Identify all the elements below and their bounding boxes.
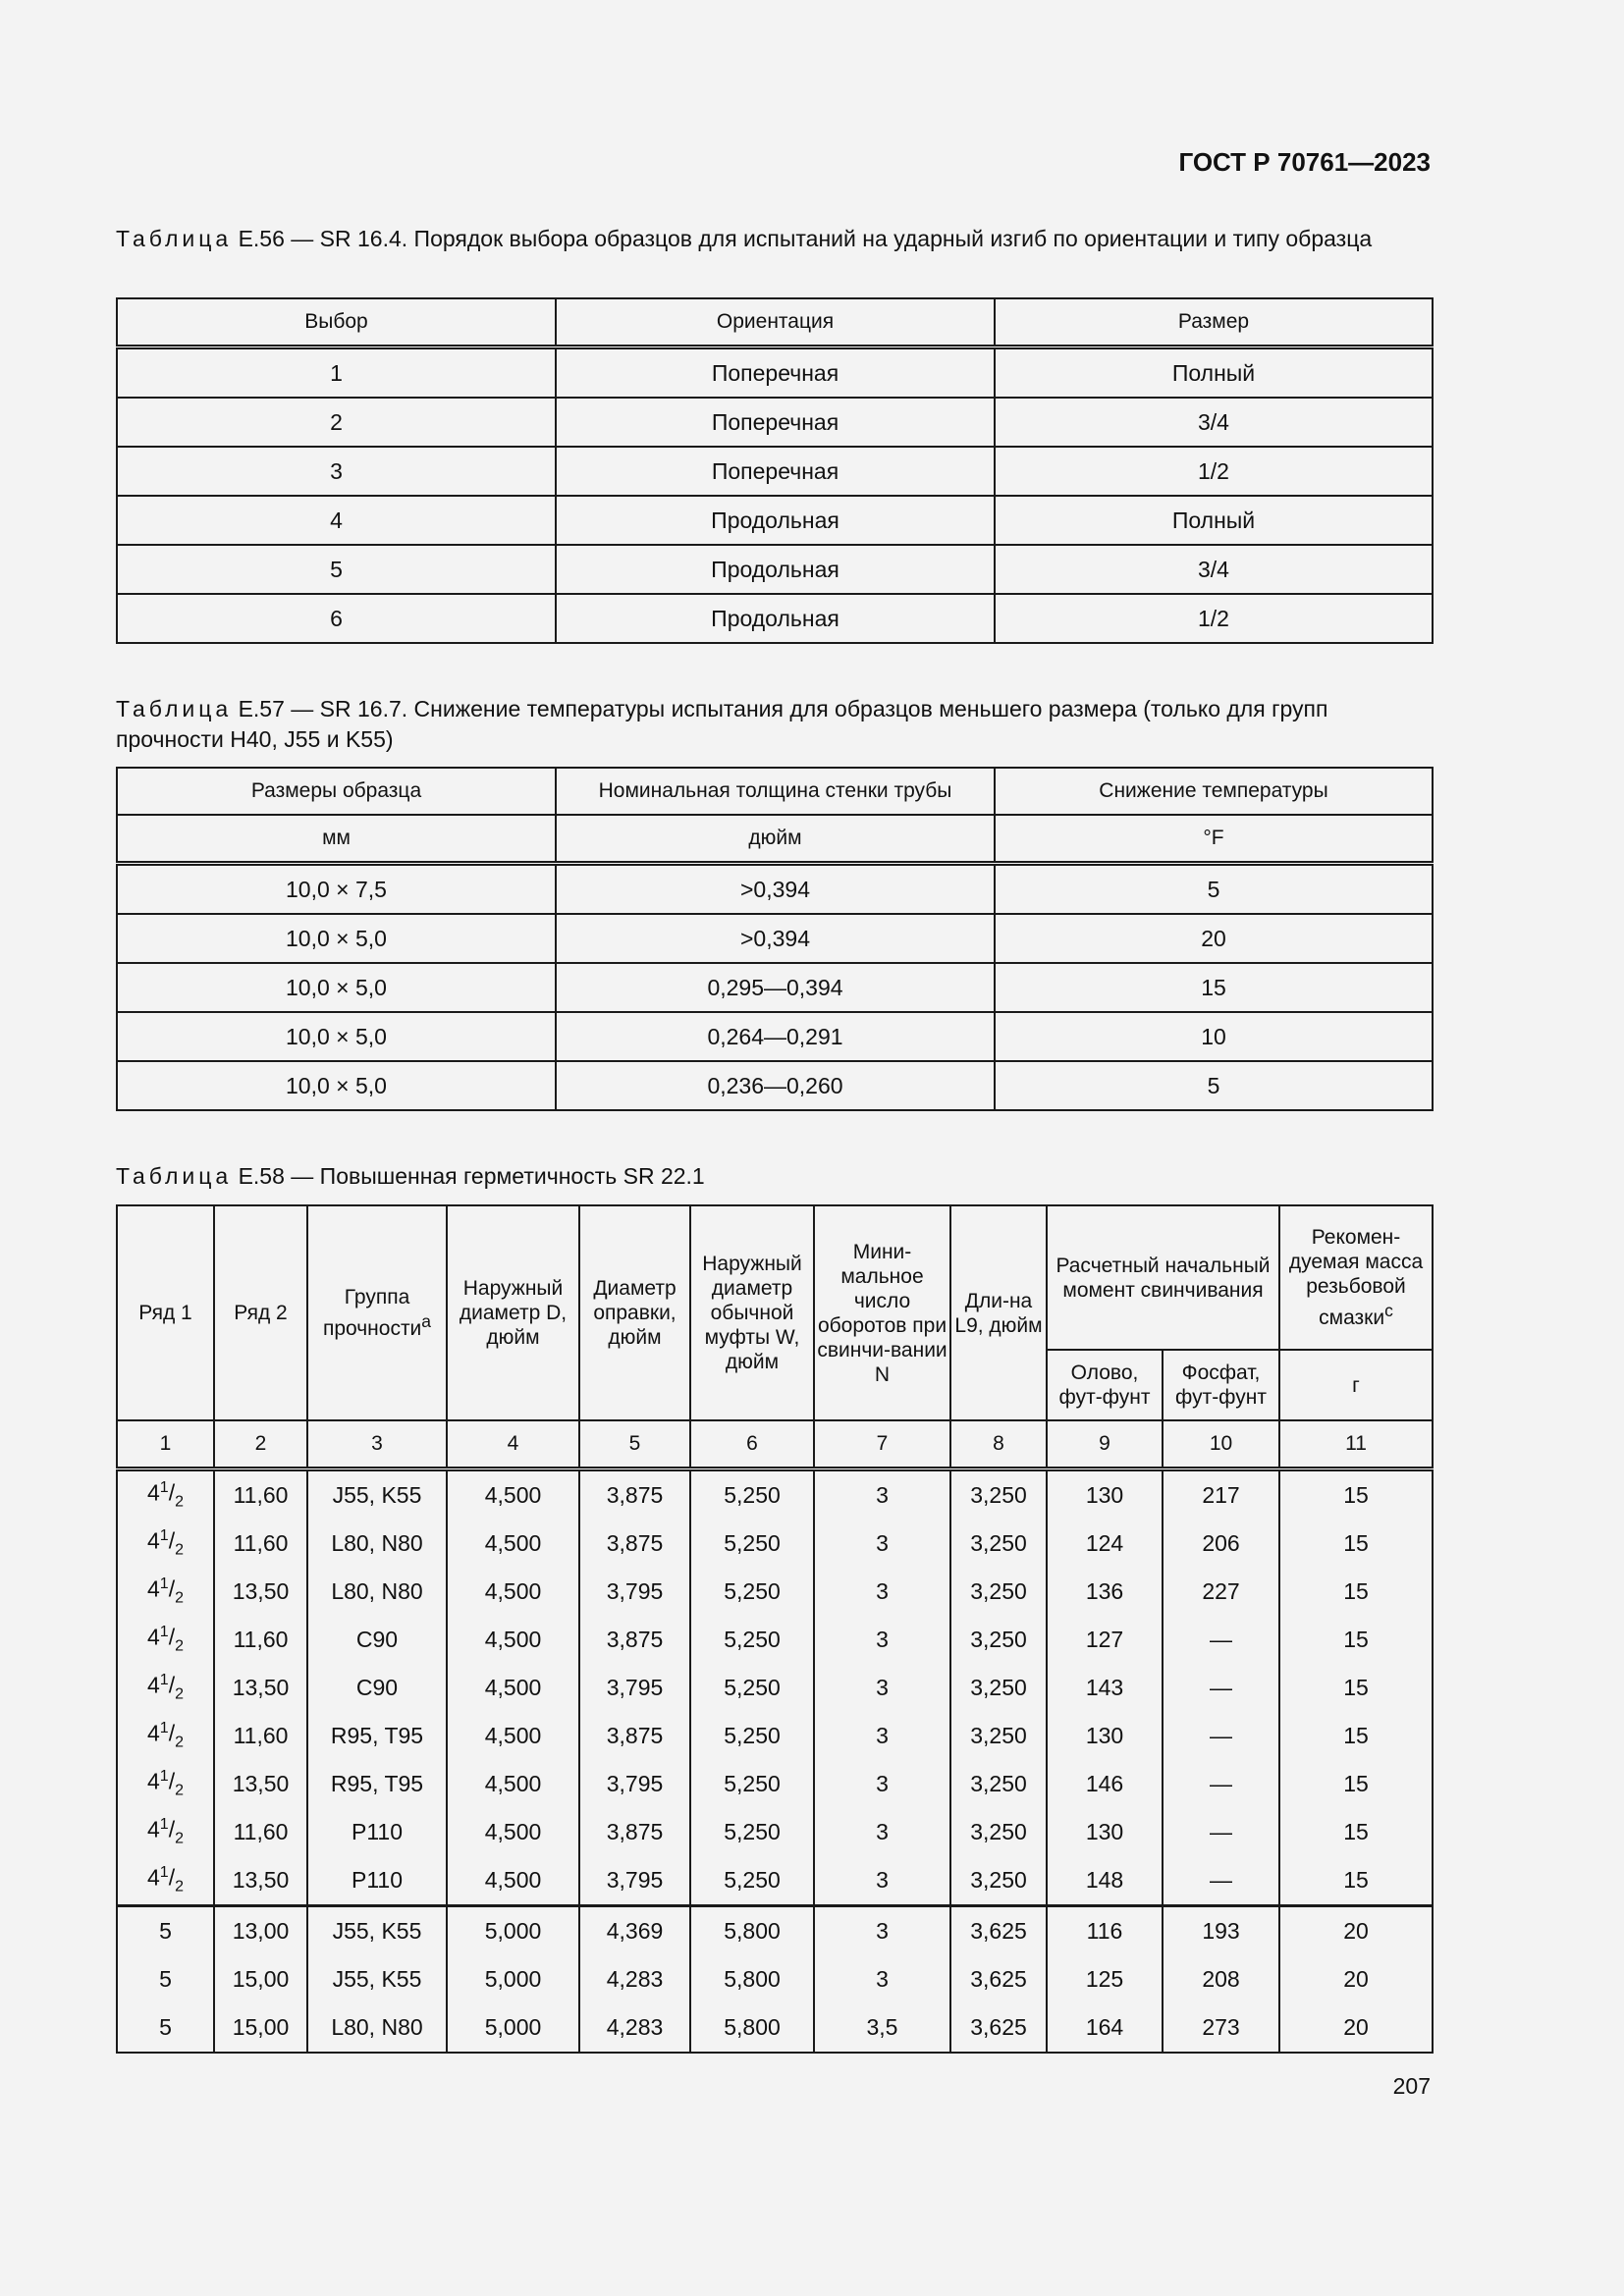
table-cell: 193 [1163,1906,1279,1956]
header-cell: Расчетный начальный момент свинчивания [1047,1205,1279,1350]
header-cell: Диаметр оправки, дюйм [579,1205,690,1420]
table-cell: 11,60 [214,1808,307,1856]
table-cell: 15 [1279,1664,1433,1712]
table-e58-body [117,1469,1433,2054]
table-cell: 20 [995,914,1433,963]
table-cell: 3 [814,1856,950,1906]
table-cell: 15 [1279,1568,1433,1616]
table-row [117,1664,1433,1712]
table-cell: 5,000 [447,2003,579,2053]
table-cell: 11,60 [214,1469,307,1521]
table-cell: 5 [117,1955,214,2003]
column-number: 1 [117,1420,214,1469]
table-cell: 4,283 [579,1955,690,2003]
table-cell: 10,0 × 7,5 [117,864,556,915]
table-cell: 130 [1047,1469,1163,1521]
table-cell: 3,250 [950,1808,1047,1856]
table-cell: 3 [814,1760,950,1808]
table-cell: 6 [117,594,556,643]
header-cell: Мини-мальное число оборотов при свинчи-вании N [814,1205,950,1420]
header-cell: Номинальная толщина стенки трубы [556,768,995,815]
table-cell: 3 [814,1906,950,1956]
header-cell: Наружный диаметр обычной муфты W, дюйм [690,1205,814,1420]
table-cell: 3/4 [995,398,1433,447]
table-cell: 1 [117,347,556,399]
table-cell: — [1163,1712,1279,1760]
document-code: ГОСТ Р 70761—2023 [1178,147,1431,177]
table-cell: 3,250 [950,1760,1047,1808]
table-cell: 3,5 [814,2003,950,2053]
header-cell: Размеры образца [117,768,556,815]
table-cell: 124 [1047,1520,1163,1568]
table-cell: L80, N80 [307,2003,447,2053]
footnote-mark: a [421,1311,432,1331]
table-units-row [117,815,1433,864]
table-row [117,1760,1433,1808]
table-cell: 3 [814,1469,950,1521]
table-e57-caption: Таблица Е.57 — SR 16.7. Снижение температуры испытания для образцов меньшего размера (только для групп прочности H40, J55 и K55) [116,696,1328,752]
table-cell: 4,500 [447,1664,579,1712]
table-cell: R95, T95 [307,1712,447,1760]
table-cell: 15 [1279,1616,1433,1664]
table-cell: $4^1/_2$ [117,1520,214,1568]
table-cell: 3 [814,1520,950,1568]
column-number: 3 [307,1420,447,1469]
table-cell: 10,0 × 5,0 [117,963,556,1012]
table-cell: 3,875 [579,1808,690,1856]
table-cell: $4^1/_2$ [117,1469,214,1521]
table-cell: 136 [1047,1568,1163,1616]
unit-cell: мм [117,815,556,864]
table-header-row [117,298,1433,347]
table-cell: 3 [814,1712,950,1760]
page-number: 207 [1392,2073,1431,2099]
table-cell: 5,800 [690,1906,814,1956]
header-cell: Ориентация [556,298,995,347]
table-cell: 4 [117,496,556,545]
table-cell: 208 [1163,1955,1279,2003]
table-cell: Продольная [556,545,995,594]
table-cell: Поперечная [556,347,995,399]
table-e58 [116,1204,1434,2054]
table-cell: J55, K55 [307,1906,447,1956]
table-row [117,1568,1433,1616]
table-cell: R95, T95 [307,1760,447,1808]
table-row [117,496,1433,545]
table-cell: 4,500 [447,1520,579,1568]
table-cell: $4^1/_2$ [117,1616,214,1664]
table-cell: 4,500 [447,1712,579,1760]
table-cell: 116 [1047,1906,1163,1956]
table-row [117,447,1433,496]
table-cell: C90 [307,1616,447,1664]
table-row [117,594,1433,643]
table-cell: $4^1/_2$ [117,1760,214,1808]
table-cell: 3/4 [995,545,1433,594]
table-cell: 3 [814,1616,950,1664]
table-row [117,398,1433,447]
header-cell: Выбор [117,298,556,347]
header-cell: Ряд 1 [117,1205,214,1420]
table-cell: 3,875 [579,1520,690,1568]
table-e58-caption: Таблица Е.58 — Повышенная герметичность SR 22.1 [116,1163,705,1189]
table-cell: 5 [117,1906,214,1956]
table-cell: 15,00 [214,1955,307,2003]
header-cell: Олово, фут-фунт [1047,1350,1163,1420]
unit-cell: дюйм [556,815,995,864]
table-cell: C90 [307,1664,447,1712]
table-cell: J55, K55 [307,1955,447,2003]
table-cell: 130 [1047,1712,1163,1760]
table-cell: 217 [1163,1469,1279,1521]
table-cell: 273 [1163,2003,1279,2053]
table-cell: 3,795 [579,1664,690,1712]
table-cell: >0,394 [556,914,995,963]
table-row [117,1469,1433,1521]
table-cell: Поперечная [556,447,995,496]
table-cell: 15 [1279,1469,1433,1521]
table-cell: Поперечная [556,398,995,447]
table-cell: 5,800 [690,1955,814,2003]
table-row [117,545,1433,594]
table-cell: 3,250 [950,1856,1047,1906]
table-cell: Полный [995,347,1433,399]
table-cell: 143 [1047,1664,1163,1712]
table-cell: 4,500 [447,1568,579,1616]
table-e57-body [117,864,1433,1111]
table-e56 [116,297,1434,644]
table-cell: $4^1/_2$ [117,1808,214,1856]
table-cell: 1/2 [995,594,1433,643]
table-cell: 11,60 [214,1520,307,1568]
column-number: 9 [1047,1420,1163,1469]
table-cell: 11,60 [214,1616,307,1664]
header-cell: Наружный диаметр D, дюйм [447,1205,579,1420]
table-cell: — [1163,1760,1279,1808]
table-cell: 0,236—0,260 [556,1061,995,1110]
table-cell: 3 [814,1955,950,2003]
table-e56-caption: Таблица Е.56 — SR 16.4. Порядок выбора образцов для испытаний на ударный изгиб по ориентации и типу образца [116,226,1373,251]
header-cell: Размер [995,298,1433,347]
header-cell: г [1279,1350,1433,1420]
table-cell: $4^1/_2$ [117,1664,214,1712]
table-cell: 164 [1047,2003,1163,2053]
table-cell: 4,500 [447,1469,579,1521]
column-number: 8 [950,1420,1047,1469]
table-cell: 5,250 [690,1616,814,1664]
table-cell: 13,00 [214,1906,307,1956]
table-cell: 3 [814,1808,950,1856]
table-cell: 15 [1279,1520,1433,1568]
table-cell: 3,250 [950,1568,1047,1616]
table-row [117,1906,1433,1956]
table-cell: 3,795 [579,1856,690,1906]
table-cell: 5,800 [690,2003,814,2053]
table-cell: 13,50 [214,1760,307,1808]
table-cell: 3 [814,1664,950,1712]
column-number: 10 [1163,1420,1279,1469]
table-cell: 5,000 [447,1906,579,1956]
table-cell: 148 [1047,1856,1163,1906]
unit-cell: °F [995,815,1433,864]
table-row [117,1955,1433,2003]
table-cell: 3,875 [579,1616,690,1664]
table-cell: Продольная [556,594,995,643]
table-cell: 3,250 [950,1712,1047,1760]
column-number-row [117,1420,1433,1469]
table-cell: 4,369 [579,1906,690,1956]
table-cell: 1/2 [995,447,1433,496]
table-cell: L80, N80 [307,1568,447,1616]
table-cell: 15,00 [214,2003,307,2053]
table-cell: >0,394 [556,864,995,915]
table-cell: 5 [117,2003,214,2053]
header-cell: Дли-на L9, дюйм [950,1205,1047,1420]
table-cell: $4^1/_2$ [117,1712,214,1760]
table-cell: Полный [995,496,1433,545]
table-cell: 3,795 [579,1568,690,1616]
table-cell: 20 [1279,1906,1433,1956]
table-row [117,1712,1433,1760]
column-number: 4 [447,1420,579,1469]
table-cell: — [1163,1616,1279,1664]
column-number: 6 [690,1420,814,1469]
table-cell: 5,250 [690,1568,814,1616]
table-cell: 2 [117,398,556,447]
table-e57 [116,767,1434,1111]
table-cell: — [1163,1808,1279,1856]
table-cell: 3,625 [950,2003,1047,2053]
table-cell: 4,500 [447,1760,579,1808]
header-cell: Снижение температуры [995,768,1433,815]
table-cell: 10,0 × 5,0 [117,1012,556,1061]
table-cell: 5,250 [690,1856,814,1906]
table-cell: J55, K55 [307,1469,447,1521]
table-cell: 13,50 [214,1664,307,1712]
table-cell: 15 [1279,1856,1433,1906]
table-cell: 125 [1047,1955,1163,2003]
table-cell: 5 [995,864,1433,915]
table-cell: 13,50 [214,1568,307,1616]
table-cell: 4,500 [447,1808,579,1856]
table-cell: 5,000 [447,1955,579,2003]
table-cell: 3,250 [950,1616,1047,1664]
table-row [117,1616,1433,1664]
table-cell: 15 [995,963,1433,1012]
table-row [117,864,1433,915]
table-cell: 15 [1279,1760,1433,1808]
table-header-row [117,768,1433,815]
table-cell: 5,250 [690,1664,814,1712]
table-cell: 5 [117,545,556,594]
table-cell: 146 [1047,1760,1163,1808]
table-row [117,347,1433,399]
table-cell: 10,0 × 5,0 [117,914,556,963]
column-number: 5 [579,1420,690,1469]
table-row [117,1012,1433,1061]
header-cell: Группа прочности$^a$ [307,1205,447,1420]
table-cell: L80, N80 [307,1520,447,1568]
header-cell: Фосфат, фут-фунт [1163,1350,1279,1420]
table-cell: 11,60 [214,1712,307,1760]
table-cell: 15 [1279,1712,1433,1760]
table-cell: 10,0 × 5,0 [117,1061,556,1110]
footnote-mark: c [1384,1301,1393,1320]
table-cell: 20 [1279,1955,1433,2003]
table-cell: 5,250 [690,1469,814,1521]
table-cell: 5 [995,1061,1433,1110]
table-cell: 3,250 [950,1664,1047,1712]
table-row [117,914,1433,963]
table-cell: 4,500 [447,1856,579,1906]
table-cell: 4,500 [447,1616,579,1664]
table-cell: 127 [1047,1616,1163,1664]
table-cell: — [1163,1856,1279,1906]
table-cell: 3,625 [950,1955,1047,2003]
table-cell: — [1163,1664,1279,1712]
table-row [117,1856,1433,1906]
column-number: 7 [814,1420,950,1469]
table-row [117,2003,1433,2053]
table-cell: 13,50 [214,1856,307,1906]
table-cell: $4^1/_2$ [117,1568,214,1616]
table-row [117,1061,1433,1110]
table-row [117,1808,1433,1856]
table-cell: 3 [814,1568,950,1616]
table-cell: P110 [307,1808,447,1856]
table-cell: 3 [117,447,556,496]
table-cell: 3,875 [579,1469,690,1521]
table-cell: 0,264—0,291 [556,1012,995,1061]
table-cell: Продольная [556,496,995,545]
table-cell: 3,795 [579,1760,690,1808]
table-cell: 20 [1279,2003,1433,2053]
table-cell: 206 [1163,1520,1279,1568]
table-cell: 5,250 [690,1808,814,1856]
table-cell: 130 [1047,1808,1163,1856]
column-number: 11 [1279,1420,1433,1469]
table-cell: 5,250 [690,1520,814,1568]
table-cell: 3,250 [950,1520,1047,1568]
header-cell: Ряд 2 [214,1205,307,1420]
table-cell: 15 [1279,1808,1433,1856]
table-cell: 4,283 [579,2003,690,2053]
table-cell: 3,875 [579,1712,690,1760]
table-cell: P110 [307,1856,447,1906]
table-e56-body [117,347,1433,644]
header-cell: Рекомен-дуемая масса резьбовой смазки$^c$ [1279,1205,1433,1350]
table-cell: 227 [1163,1568,1279,1616]
column-number: 2 [214,1420,307,1469]
table-cell: 5,250 [690,1760,814,1808]
table-cell: 3,250 [950,1469,1047,1521]
table-row [117,1520,1433,1568]
table-cell: 5,250 [690,1712,814,1760]
table-cell: $4^1/_2$ [117,1856,214,1906]
table-cell: 10 [995,1012,1433,1061]
table-header-row [117,1205,1433,1350]
table-cell: 0,295—0,394 [556,963,995,1012]
table-row [117,963,1433,1012]
table-cell: 3,625 [950,1906,1047,1956]
